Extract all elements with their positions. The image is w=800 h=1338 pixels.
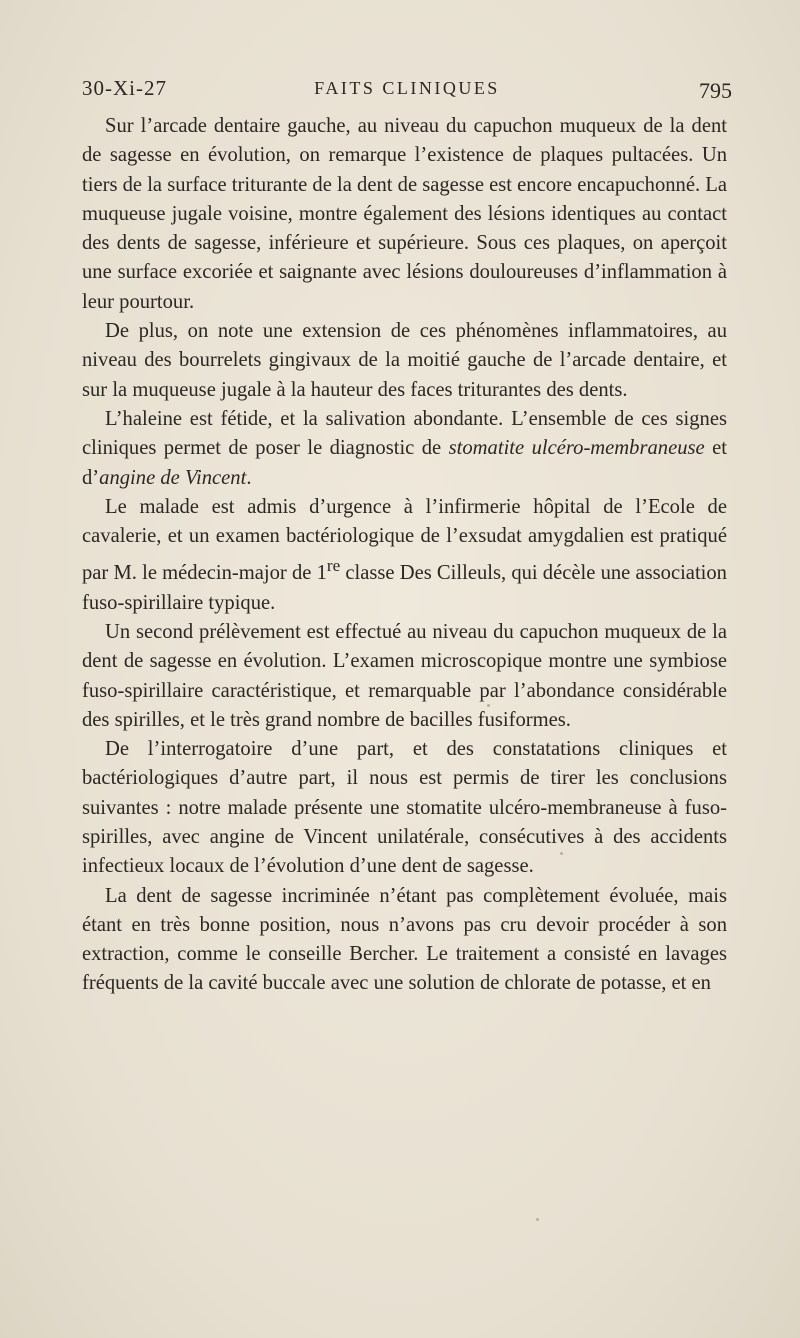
paragraph-4-text-before: Le malade est admis d’urgence à l’infirmerie hôpital de l’Ecole de cavalerie, et un examen bactériologique de l’exsudat amygdalien est pratiqué par M. le médecin-major de 1 — [82, 495, 727, 585]
paragraph-7: La dent de sagesse incriminée n’étant pas complètement évoluée, mais étant en très bonne position, nous n’avons pas cru devoir procéder à son extraction, comme le conseille Bercher. Le traitement a consisté en lavages fréquents de la cavité buccale avec une solution de chlorate de potasse, et en — [82, 884, 727, 995]
diagnosis-stomatitis: stomatite ulcéro-membraneuse — [448, 437, 705, 460]
running-header — [82, 76, 732, 112]
paragraph-3-text-middle: et d’ — [82, 437, 727, 489]
body-text — [82, 112, 727, 999]
paper-speck — [536, 1218, 539, 1221]
page-number: 795 — [699, 78, 732, 103]
paragraph-5: Un second prélèvement est effectué au niveau du capuchon muqueux de la dent de sagesse en évolution. L’examen microscopique montre une symbiose fuso-spirillaire caractéristique, et remarquable par l’abondance considérable des spirilles, et le très grand nombre de bacilles fusiformes. — [82, 620, 727, 731]
ordinal-superscript: re — [326, 556, 341, 576]
diagnosis-vincent-angina: angine de Vincent — [99, 466, 247, 489]
paragraph-4-text-after: classe Des Cilleuls, qui décèle une association fuso-spirillaire typique. — [82, 562, 727, 614]
paragraph-3-text-before: L’haleine est fétide, et la salivation abondante. L’ensemble de ces signes cliniques permet de poser le diagnostic de — [82, 407, 727, 460]
paragraph-3-text-after: . — [246, 466, 252, 489]
running-title: FAITS CLINIQUES — [314, 78, 500, 98]
paragraph-1: Sur l’arcade dentaire gauche, au niveau du capuchon muqueux de la dent de sagesse en évolution, on remarque l’existence de plaques pultacées. Un tiers de la surface triturante de la dent de sagesse est encore encapuchonné. La muqueuse jugale voisine, montre également des lésions identiques au contact des dents de sagesse, inférieure et supérieure. Sous ces plaques, on aperçoit une surface excoriée et saignante avec lésions douloureuses d’inflammation à leur pourtour. — [82, 115, 727, 313]
paper-speck — [560, 852, 563, 855]
paper-speck — [487, 704, 490, 707]
header-date-mark: 30-Xi-27 — [82, 76, 167, 100]
paragraph-2: De plus, on note une extension de ces phénomènes inflammatoires, au niveau des bourrelets gingivaux de la moitié gauche de l’arcade dentaire, et sur la muqueuse jugale à la hauteur des faces triturantes des dents. — [82, 320, 727, 401]
paragraph-3 — [82, 405, 727, 493]
paragraph-6: De l’interrogatoire d’une part, et des constatations cliniques et bactériologiques d’autre part, il nous est permis de tirer les conclusions suivantes : notre malade présente une stomatite ulcéro-membraneuse à fuso-spirilles, avec angine de Vincent unilatérale, consécutives à des accidents infectieux locaux de l’évolution d’une dent de sagesse. — [82, 738, 727, 878]
paragraph-4 — [82, 493, 727, 618]
